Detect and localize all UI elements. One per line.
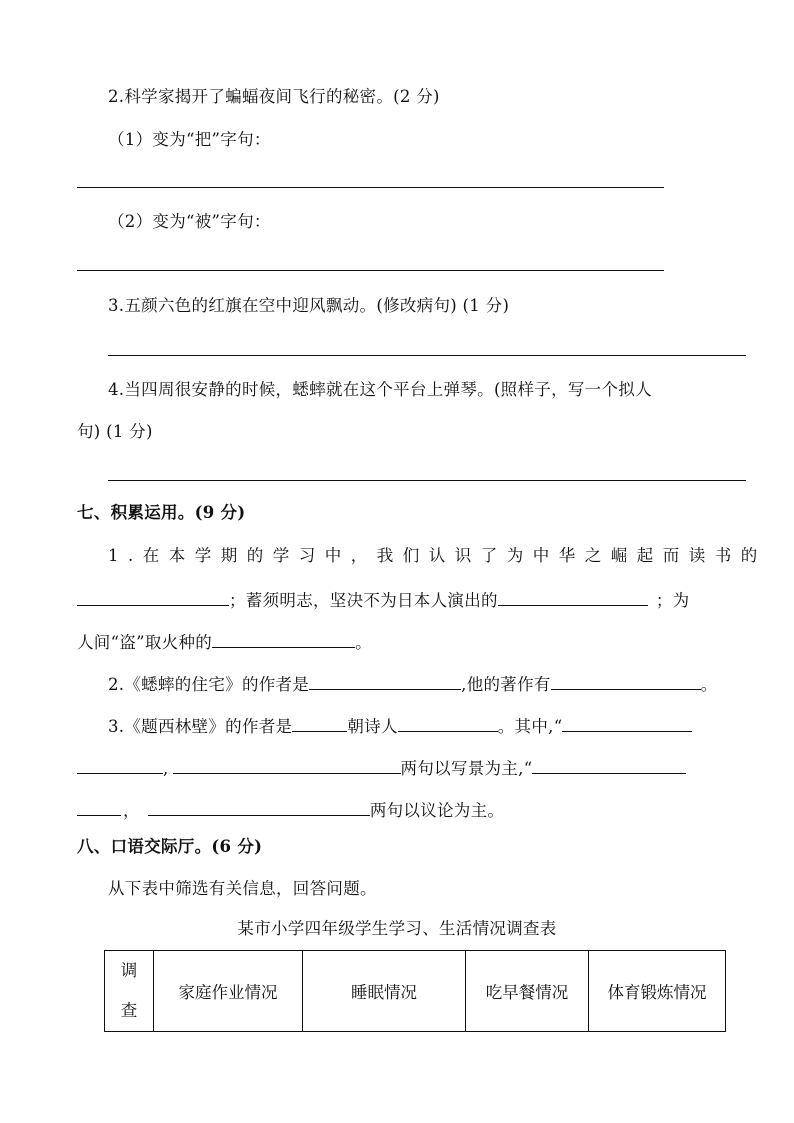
s7-q3-d: , <box>163 759 169 778</box>
q4-text-line1: 4.当四周很安静的时候，蟋蟀就在这个平台上弹琴。(照样子，写一个拟人 <box>108 380 652 399</box>
s7-q2-c: 。 <box>700 675 718 694</box>
s7-q3-line2 <box>77 755 686 780</box>
s7-q2 <box>108 671 718 696</box>
table-title: 某市小学四年级学生学习、生活情况调查表 <box>237 919 557 938</box>
s7-q3-e: 两句以写景为主,“ <box>400 759 533 778</box>
q4-text-line2: 句) (1 分) <box>77 422 153 441</box>
s7-q1-line3-b: 。 <box>355 633 372 652</box>
q2-sub2-label: （2）变为“被”字句： <box>108 212 271 231</box>
table-header-exercise: 体育锻炼情况 <box>589 951 726 1032</box>
q2-sub1-label: （1）变为“把”字句： <box>108 130 271 149</box>
q2-sub1-answer-line[interactable] <box>77 187 664 188</box>
s7-q1-line3 <box>77 629 372 654</box>
survey-table <box>104 950 726 1032</box>
s7-q3-blank-line3a[interactable] <box>532 755 686 774</box>
s7-q3-c: 。其中,“ <box>497 717 563 736</box>
s7-q2-a: 2.《蟋蟀的住宅》的作者是 <box>108 675 310 694</box>
s7-q2-blank1[interactable] <box>309 671 461 690</box>
s7-q3-blank-line2[interactable] <box>173 755 401 774</box>
section7-heading: 七、积累运用。(9 分) <box>77 503 246 522</box>
s7-q1-line1 <box>108 545 767 567</box>
s7-q3-line1 <box>108 713 692 738</box>
s7-q1-line1-text: 1.在本学期的学习中，我们认识了为中华之崛起而读书的 <box>108 546 767 565</box>
s7-q1-blank2[interactable] <box>498 587 648 606</box>
section8-intro: 从下表中筛选有关信息，回答问题。 <box>108 879 377 898</box>
q3-answer-line[interactable] <box>108 355 746 356</box>
s7-q2-b: ,他的著作有 <box>461 675 551 694</box>
q3-text: 3.五颜六色的红旗在空中迎风飘动。(修改病句) (1 分) <box>108 296 510 315</box>
s7-q3-blank-line1b[interactable] <box>77 755 163 774</box>
s7-q1-line2 <box>77 587 689 612</box>
table-header-homework: 家庭作业情况 <box>154 951 303 1032</box>
s7-q3-blank-line4[interactable] <box>148 797 370 816</box>
s7-q1-line2-a: ；蓄须明志，坚决不为日本人演出的 <box>229 591 498 610</box>
s7-q3-a: 3.《题西林壁》的作者是 <box>108 717 293 736</box>
first-col-char-1: 调 <box>120 961 138 980</box>
s7-q3-blank-dynasty[interactable] <box>292 713 347 732</box>
s7-q3-blank-line3b[interactable] <box>77 797 121 816</box>
first-col-char-2: 查 <box>120 1001 138 1020</box>
s7-q3-f: ， <box>123 801 140 820</box>
s7-q2-blank2[interactable] <box>551 671 701 690</box>
s7-q3-line3 <box>77 797 504 822</box>
s7-q3-blank-line1a[interactable] <box>562 713 692 732</box>
s7-q1-line2-b: ；为 <box>655 591 690 610</box>
section8-heading: 八、口语交际厅。(6 分) <box>77 837 263 856</box>
s7-q1-blank1[interactable] <box>77 587 229 606</box>
s7-q3-b: 朝诗人 <box>347 717 398 736</box>
s7-q3-g: 两句以议论为主。 <box>369 801 505 820</box>
q4-answer-line[interactable] <box>108 480 746 481</box>
s7-q3-blank-poet[interactable] <box>398 713 498 732</box>
q2-text: 2.科学家揭开了蝙蝠夜间飞行的秘密。(2 分) <box>108 87 440 106</box>
table-header-row <box>105 951 726 1032</box>
table-header-sleep: 睡眠情况 <box>303 951 466 1032</box>
s7-q1-blank3[interactable] <box>212 629 355 648</box>
q2-sub2-answer-line[interactable] <box>77 270 664 271</box>
s7-q1-line3-a: 人间“盗”取火种的 <box>77 633 213 652</box>
table-first-col-header <box>105 951 154 1032</box>
table-header-breakfast: 吃早餐情况 <box>466 951 589 1032</box>
